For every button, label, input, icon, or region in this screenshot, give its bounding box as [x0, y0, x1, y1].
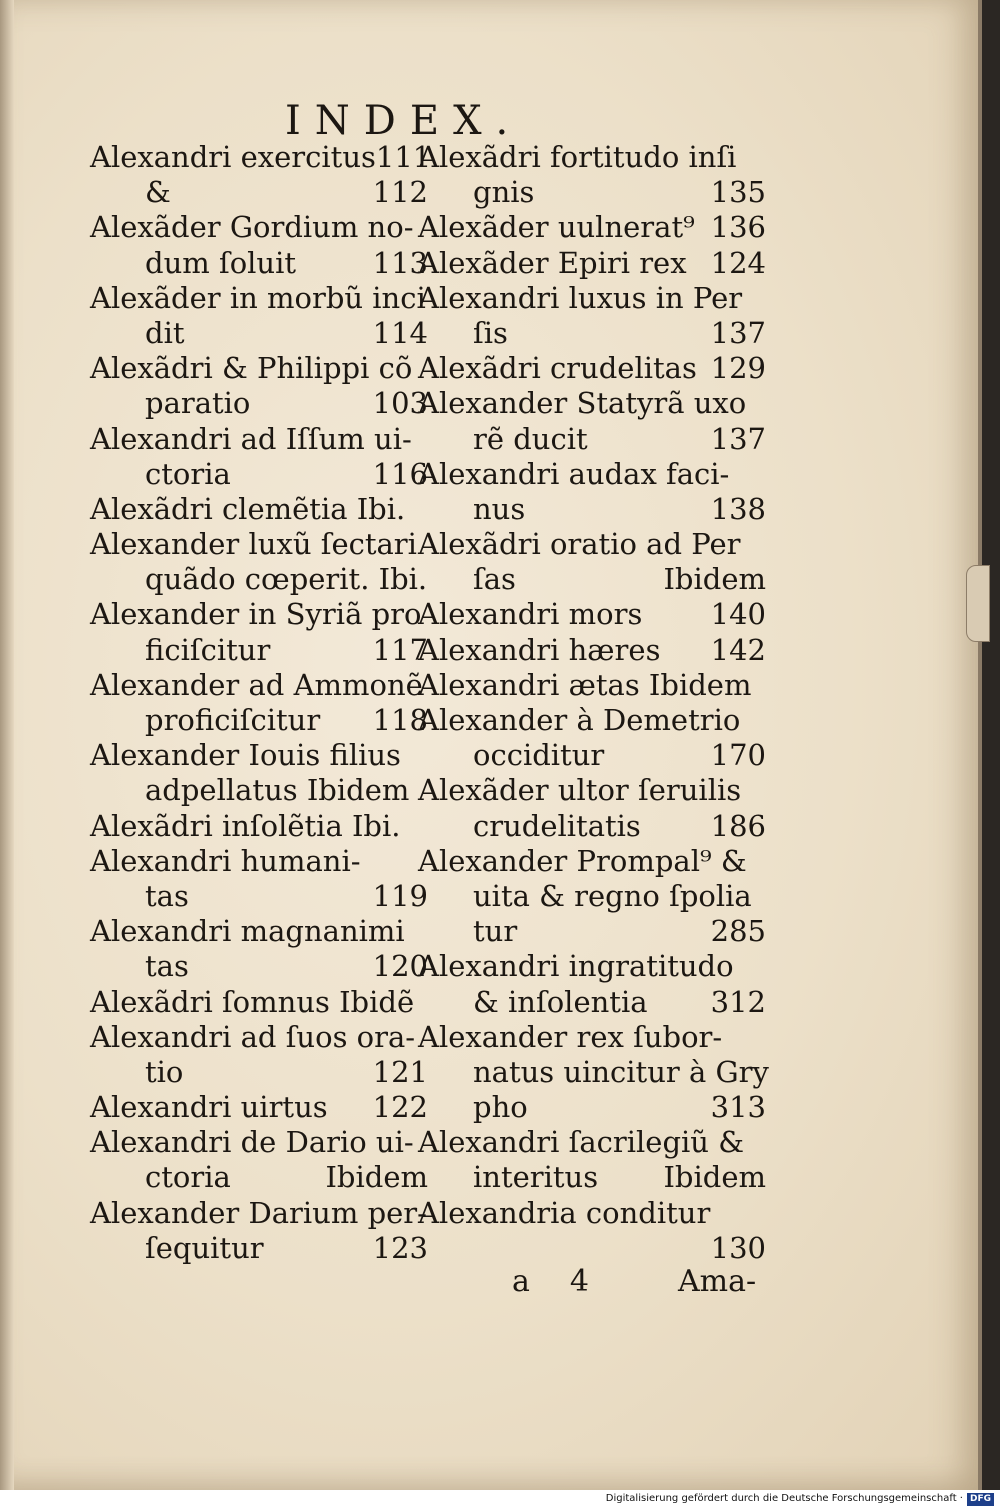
index-entry-text: rẽ ducit: [473, 421, 588, 456]
index-entry-text: Alexandri ætas Ibidem: [418, 667, 752, 702]
index-entry-text: crudelitatis: [473, 808, 641, 843]
signature-mark: [512, 1264, 629, 1299]
index-entry-page: 312: [710, 984, 766, 1019]
index-entry-text: tur: [473, 914, 518, 949]
index-entry-line: [418, 457, 766, 492]
index-entry-page: 122: [372, 1090, 428, 1125]
index-entry-page: 103: [372, 386, 428, 421]
index-entry-line: [90, 1160, 428, 1195]
index-entry-text: Alexandri audax faci-: [418, 456, 730, 491]
index-entry-line: [418, 809, 766, 844]
index-entry-text: Alexander à Demetrio: [418, 703, 741, 737]
index-entry-line: [90, 281, 428, 316]
index-entry-line: [90, 386, 428, 421]
index-entry-text: Alexãdri crudelitas: [418, 351, 697, 386]
index-entry-line: [418, 844, 766, 879]
index-entry-text: Alexãder ultor ſeruilis: [418, 773, 742, 808]
index-entry-text: ctoria: [145, 1160, 231, 1195]
index-entry-line: [90, 703, 428, 738]
index-entry-text: uita & regno ſpolia: [473, 878, 752, 913]
index-entry-line: [418, 879, 766, 914]
index-entry-line: [90, 140, 432, 175]
index-entry-text: pho: [473, 1090, 528, 1125]
index-entry-text: ſas: [473, 562, 516, 597]
index-entry-page: 121: [372, 1054, 428, 1089]
page-tab-marker: [966, 565, 990, 642]
index-entry-line: [418, 597, 766, 632]
index-entry-text: paratio: [145, 386, 251, 421]
index-entry-text: Alexãdri clemẽtia Ibi.: [90, 491, 406, 526]
index-entry-text: proficiſcitur: [145, 703, 321, 737]
index-entry-text: gnis: [473, 175, 535, 210]
index-entry-line: [418, 562, 766, 597]
index-entry-text: interitus: [473, 1160, 599, 1195]
index-entry-text: Alexãdri & Philippi cõ: [90, 351, 413, 386]
index-entry-page: 116: [372, 456, 428, 491]
index-entry-text: Alexandri ſacrilegiũ &: [418, 1125, 745, 1160]
index-entry-line: [418, 175, 766, 210]
index-entry-text: Alexãder Gordium no-: [90, 210, 414, 245]
index-entry-line: [90, 175, 428, 210]
index-entry-line: [90, 1231, 428, 1266]
index-entry-line: [418, 1196, 766, 1231]
index-column-left: [90, 140, 432, 1266]
index-entry-line: [418, 914, 766, 949]
index-entry-page: 138: [710, 491, 766, 526]
index-entry-line: [90, 527, 428, 562]
index-entry-text: ficiſcitur: [145, 632, 271, 667]
index-entry-line: [418, 1125, 766, 1160]
index-entry-line: [90, 773, 428, 808]
index-entry-page: 112: [372, 175, 428, 210]
signature-number: 4: [569, 1264, 589, 1299]
index-entry-text: Alexander Darium per-: [90, 1195, 427, 1230]
index-entry-line: [90, 1196, 428, 1231]
index-entry-text: Alexandri humani-: [90, 843, 361, 878]
index-entry-text: & inſolentia: [473, 984, 648, 1019]
index-entry-page: 114: [372, 315, 428, 350]
index-entry-text: Alexandri luxus in Per: [418, 280, 743, 315]
index-entry-page: 137: [710, 315, 766, 350]
index-entry-page: 119: [372, 878, 428, 913]
digitization-footer: [0, 1490, 1000, 1508]
signature-letter: a: [512, 1264, 530, 1299]
index-entry-text: tas: [145, 878, 189, 913]
index-entry-page: Ibidem: [663, 562, 766, 597]
index-entry-line: [90, 844, 428, 879]
index-entry-line: [418, 985, 766, 1020]
catchword: Ama-: [678, 1264, 757, 1299]
index-entry-line: [418, 1160, 766, 1195]
index-entry-line: [418, 316, 766, 351]
index-entry-text: Alexandria conditur: [418, 1195, 711, 1230]
index-entry-page: Ibidem: [325, 1160, 428, 1195]
index-entry-text: Alexãder uulnerat⁹: [418, 210, 695, 245]
index-entry-text: Alexãdri oratio ad Per: [418, 527, 741, 562]
index-entry-text: dum ſoluit: [145, 245, 297, 280]
index-entry-line: [90, 246, 428, 281]
index-entry-page: 313: [710, 1090, 766, 1125]
index-entry-page: 137: [710, 421, 766, 456]
index-entry-text: Alexandri ad ſuos ora-: [90, 1019, 416, 1054]
index-entry-page: 186: [710, 808, 766, 843]
index-entry-text: Alexander Statyrã uxo: [418, 386, 747, 421]
index-entry-line: [418, 738, 766, 773]
index-entry-page: 130: [710, 1230, 766, 1265]
index-entry-line: [90, 316, 428, 351]
index-entry-line: [90, 422, 428, 457]
index-entry-text: ſis: [473, 315, 508, 350]
index-entry-line: [90, 492, 428, 527]
index-entry-page: 170: [710, 738, 766, 773]
index-entry-line: [90, 738, 428, 773]
index-entry-page: 113: [372, 245, 428, 280]
index-column-right: [418, 140, 769, 1266]
index-entry-line: [418, 210, 766, 245]
index-entry-text: tio: [145, 1054, 184, 1089]
index-entry-line: [418, 668, 766, 703]
index-entry-line: [418, 140, 766, 175]
index-entry-line: [90, 1125, 428, 1160]
index-entry-text: &: [145, 175, 171, 210]
index-entry-line: [90, 949, 428, 984]
index-entry-text: Alexandri hæres: [418, 632, 661, 667]
index-entry-line: [90, 351, 428, 386]
index-entry-text: Alexander luxũ ſectari: [90, 527, 417, 562]
index-entry-text: Alexãdri ſomnus Ibidẽ: [90, 984, 415, 1019]
index-entry-line: [90, 914, 428, 949]
index-entry-page: 111: [375, 140, 432, 174]
index-entry-line: [90, 633, 428, 668]
page-spine-shadow: [0, 0, 14, 1490]
index-entry-page: 118: [372, 703, 428, 737]
index-entry-text: Alexandri magnanimi: [90, 914, 405, 949]
index-entry-line: [90, 1020, 428, 1055]
page-header: INDEX.: [285, 98, 523, 144]
index-entry-text: Alexandri de Dario ui-: [90, 1125, 414, 1160]
index-entry-text: quãdo cœperit. Ibi.: [145, 562, 428, 597]
index-entry-line: [418, 633, 766, 668]
index-entry-page: 117: [372, 632, 428, 667]
footer-text: Digitalisierung gefördert durch die Deutsche Forschungsgemeinschaft ·: [605, 1493, 963, 1504]
index-entry-text: ctoria: [145, 456, 231, 491]
index-entry-text: Alexandri ad Iſſum ui-: [90, 421, 412, 456]
index-entry-page: 140: [710, 597, 766, 632]
index-entry-line: [418, 422, 766, 457]
index-entry-line: [418, 949, 766, 984]
index-entry-line: [90, 1055, 428, 1090]
index-entry-text: adpellatus Ibidem: [145, 773, 410, 808]
index-entry-text: Alexandri exercitus: [90, 140, 376, 174]
index-entry-text: Alexãder Epiri rex: [418, 245, 687, 280]
index-entry-line: [418, 492, 766, 527]
index-entry-page: 142: [710, 632, 766, 667]
index-entry-line: [90, 809, 428, 844]
index-entry-line: [418, 281, 766, 316]
index-entry-line: [90, 597, 428, 632]
index-entry-text: Alexander Prompal⁹ &: [418, 843, 747, 878]
index-entry-line: [418, 773, 766, 808]
index-entry-line: [90, 457, 428, 492]
index-entry-line: [418, 527, 766, 562]
index-entry-page: Ibidem: [663, 1160, 766, 1195]
index-entry-text: nus: [473, 491, 526, 526]
index-entry-line: [90, 879, 428, 914]
index-entry-line: [90, 562, 428, 597]
index-entry-line: [418, 386, 766, 421]
index-entry-text: Alexander Iouis filius: [90, 738, 401, 773]
index-entry-text: Alexandri uirtus: [90, 1090, 328, 1125]
index-entry-text: Alexãdri fortitudo inſi: [418, 140, 737, 174]
index-entry-text: occiditur: [473, 738, 605, 773]
index-entry-line: [90, 1090, 428, 1125]
index-entry-line: [90, 210, 428, 245]
index-entry-page: 129: [710, 351, 766, 386]
index-entry-line: [90, 985, 428, 1020]
index-entry-text: Alexandri ingratitudo: [418, 949, 734, 984]
index-entry-text: dit: [145, 315, 185, 350]
index-entry-text: Alexander rex ſubor-: [418, 1019, 723, 1054]
index-entry-text: Alexander ad Ammonẽ: [90, 667, 423, 702]
dfg-logo: DFG: [967, 1493, 994, 1506]
index-entry-page: 124: [710, 245, 766, 280]
index-entry-page: 135: [710, 175, 766, 210]
index-entry-line: [418, 703, 766, 738]
index-entry-line: [90, 668, 428, 703]
index-entry-text: tas: [145, 949, 189, 984]
index-entry-page: 120: [372, 949, 428, 984]
index-entry-line: [418, 1090, 766, 1125]
index-entry-line: [418, 246, 766, 281]
index-entry-page: 285: [710, 914, 766, 949]
index-entry-page: 123: [372, 1230, 428, 1265]
index-entry-text: Alexãdri inſolẽtia Ibi.: [90, 808, 401, 843]
index-entry-text: Alexander in Syriã pro: [90, 597, 422, 632]
index-entry-text: ſequitur: [145, 1230, 264, 1265]
index-entry-line: [418, 1231, 766, 1266]
index-entry-page: 136: [710, 210, 766, 245]
index-entry-line: [418, 1020, 766, 1055]
index-entry-line: [418, 351, 766, 386]
index-entry-line: [418, 1054, 769, 1090]
index-entry-text: Alexandri mors: [418, 597, 643, 632]
index-entry-text: natus uincitur à Gry: [473, 1054, 769, 1089]
index-entry-text: Alexãder in morbũ inci: [90, 280, 426, 315]
